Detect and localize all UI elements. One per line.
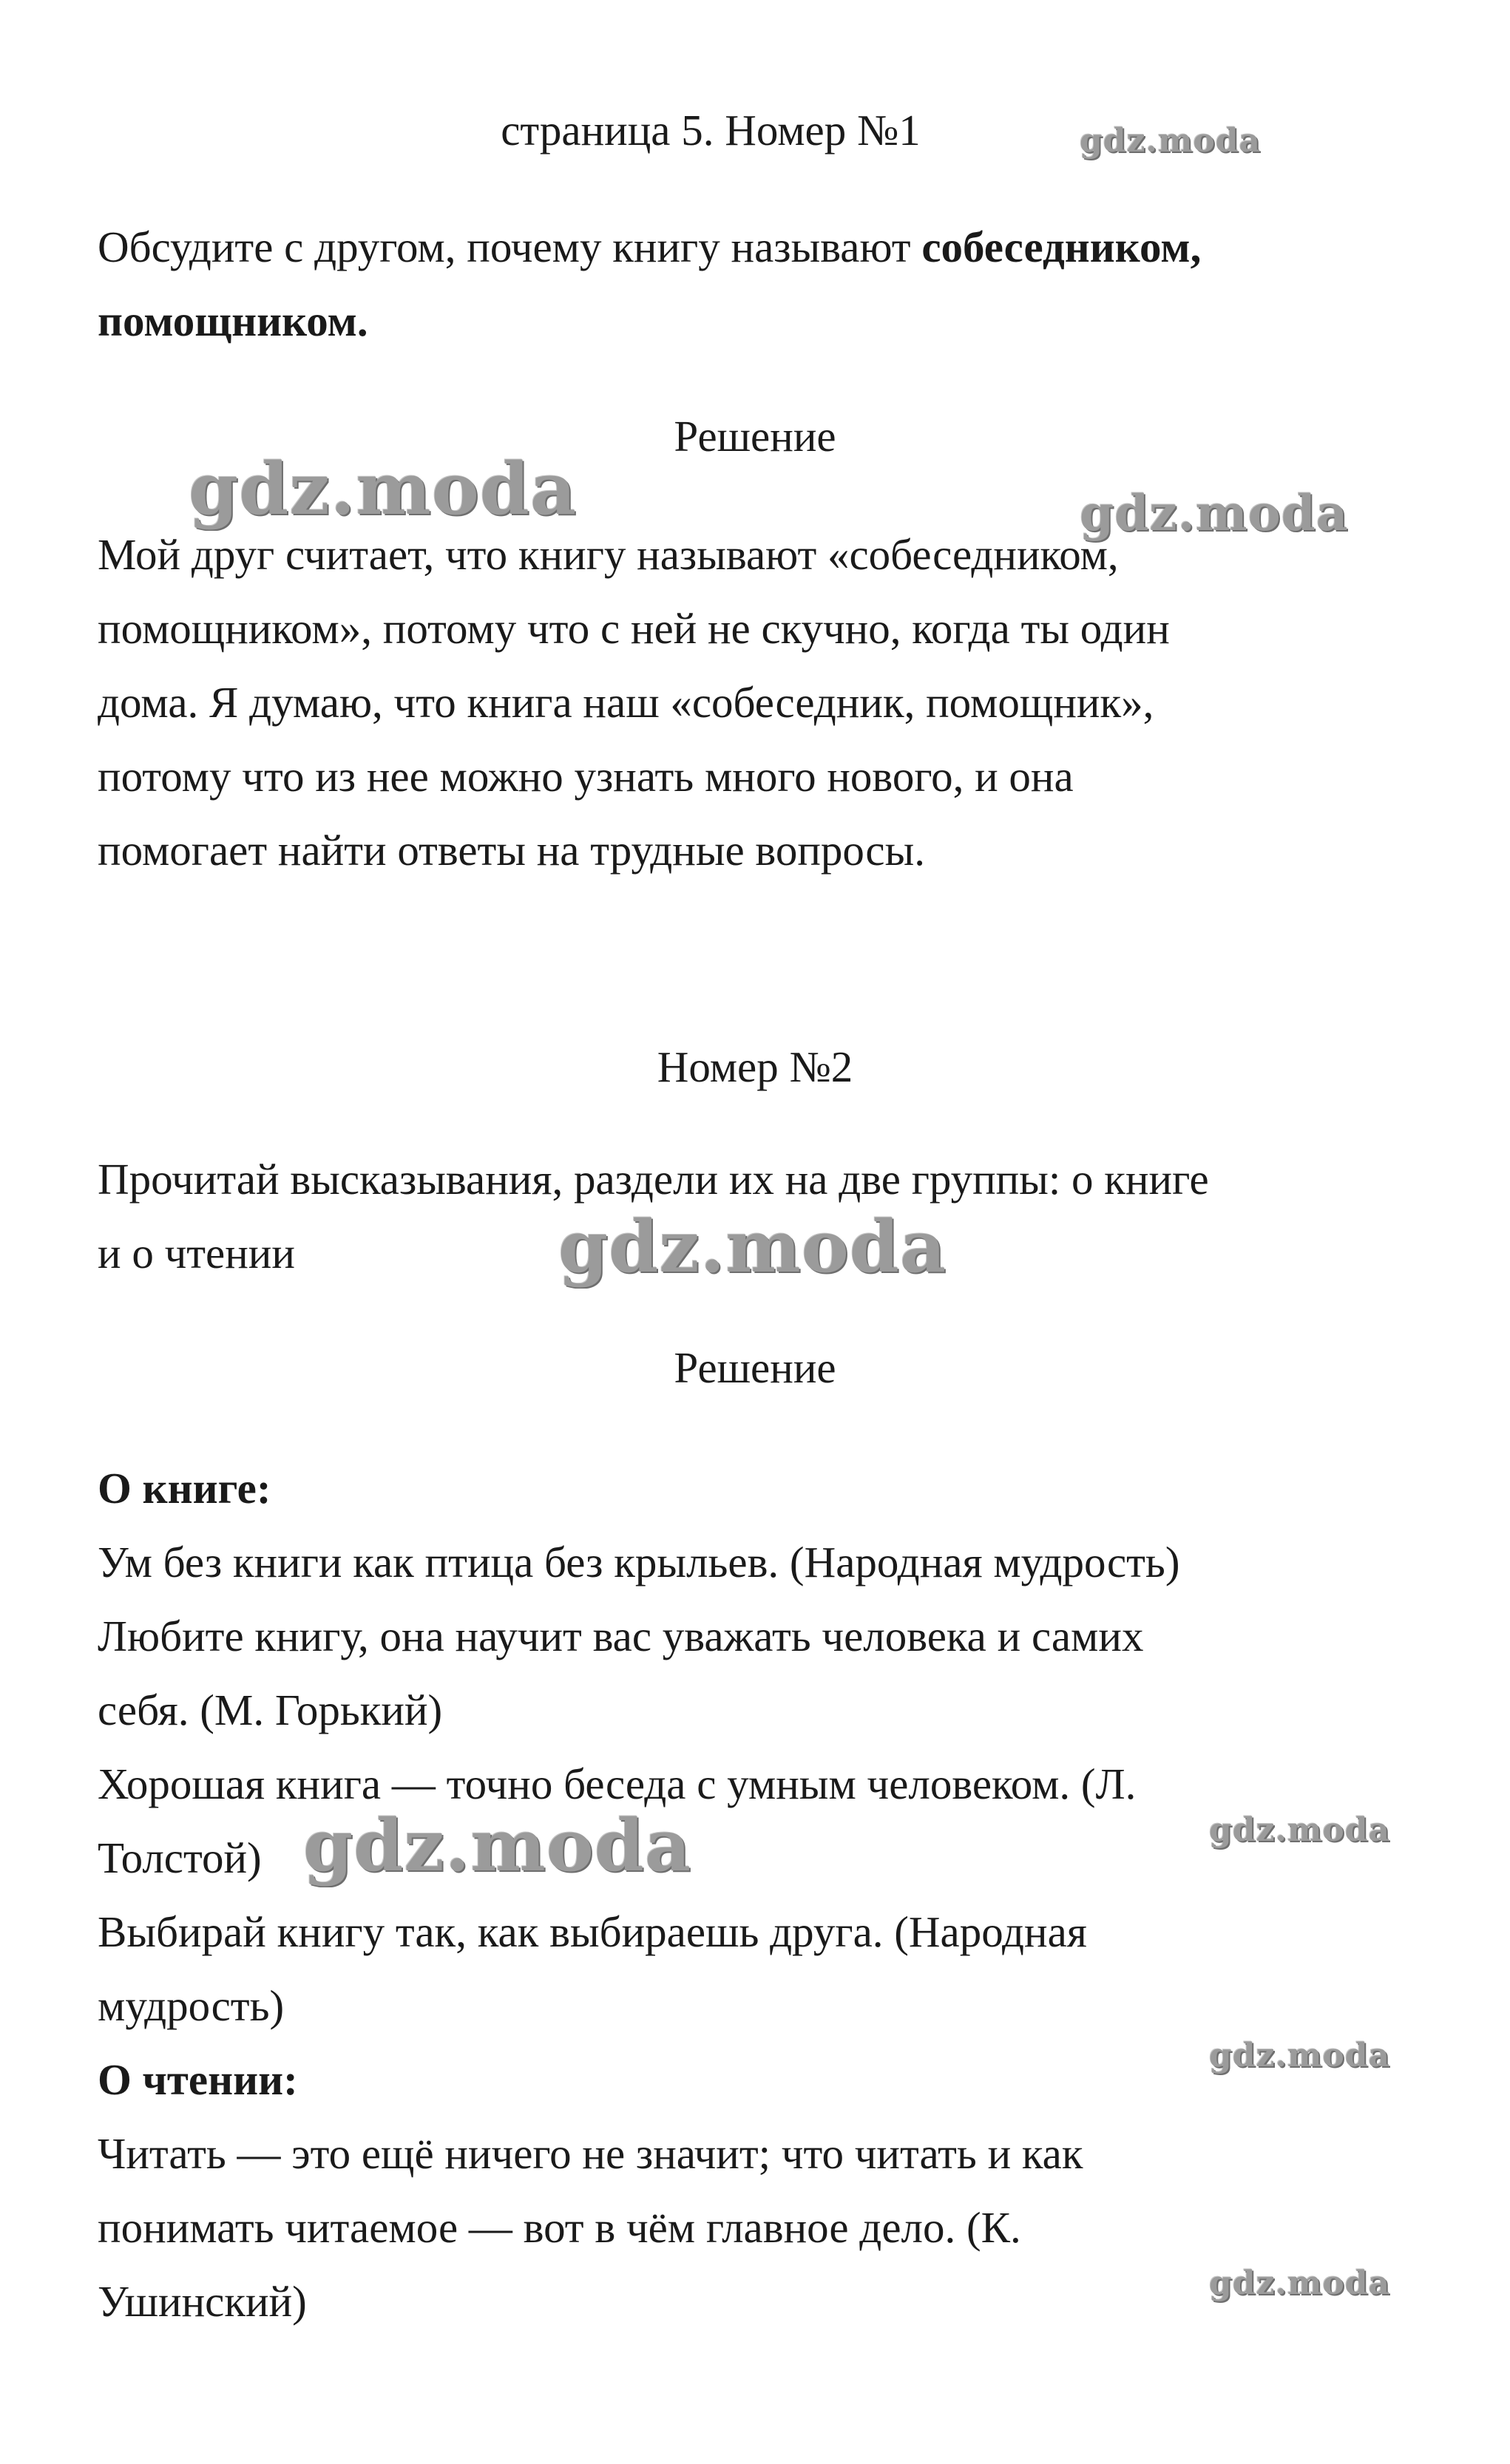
task1-answer-line: потому что из нее можно узнать много нового, и она <box>98 752 1074 801</box>
task1-solution-label: Решение <box>674 412 836 461</box>
watermark-logo: gdz.moda <box>1209 2037 1391 2074</box>
about-book-line: Любите книгу, она научит вас уважать человека и самих <box>98 1612 1144 1660</box>
watermark-logo: gdz.moda <box>303 1804 692 1887</box>
watermark-logo: gdz.moda <box>558 1205 947 1289</box>
task1-question-bold: собеседником, <box>921 223 1202 271</box>
about-book-line: Ум без книги как птица без крыльев. (Народная мудрость) <box>98 1538 1180 1586</box>
watermark-logo: gdz.moda <box>1080 122 1262 160</box>
about-book-line: Хорошая книга — точно беседа с умным человеком. (Л. <box>98 1759 1137 1808</box>
task1-answer-line: Мой друг считает, что книгу называют «собеседником, <box>98 530 1119 579</box>
about-reading-line: Ушинский) <box>98 2277 307 2326</box>
task2-question-line: и о чтении <box>98 1229 295 1277</box>
about-book-heading: О книге: <box>98 1464 271 1513</box>
about-reading-line: понимать читаемое — вот в чём главное дело. (К. <box>98 2203 1021 2252</box>
watermark-logo: gdz.moda <box>1209 1811 1391 1849</box>
task2-solution-label: Решение <box>674 1343 836 1392</box>
task1-answer-line: дома. Я думаю, что книга наш «собеседник, помощник», <box>98 678 1154 727</box>
task1-answer-line: помощником», потому что с ней не скучно, когда ты один <box>98 604 1170 653</box>
watermark-logo: gdz.moda <box>1209 2264 1391 2302</box>
task1-answer-line: помогает найти ответы на трудные вопросы. <box>98 826 925 875</box>
task1-question-line2: помощником. <box>98 296 368 345</box>
about-book-line: Выбирай книгу так, как выбираешь друга. (Народная <box>98 1907 1087 1956</box>
about-reading-line: Читать — это ещё ничего не значит; что читать и как <box>98 2129 1083 2178</box>
page-header: страница 5. Номер №1 <box>501 106 921 155</box>
task2-title: Номер №2 <box>657 1042 853 1091</box>
task1-question-text: Обсудите с другом, почему книгу называют <box>98 223 922 271</box>
watermark-logo: gdz.moda <box>189 447 578 531</box>
watermark-logo: gdz.moda <box>1080 484 1349 542</box>
task2-question-line: Прочитай высказывания, раздели их на две группы: о книге <box>98 1155 1209 1204</box>
about-book-line: Толстой) <box>98 1833 262 1882</box>
about-book-line: мудрость) <box>98 1981 285 2030</box>
task1-question-line1 <box>98 210 1201 284</box>
about-book-line: себя. (М. Горький) <box>98 1686 443 1734</box>
about-reading-heading: О чтении: <box>98 2055 298 2104</box>
